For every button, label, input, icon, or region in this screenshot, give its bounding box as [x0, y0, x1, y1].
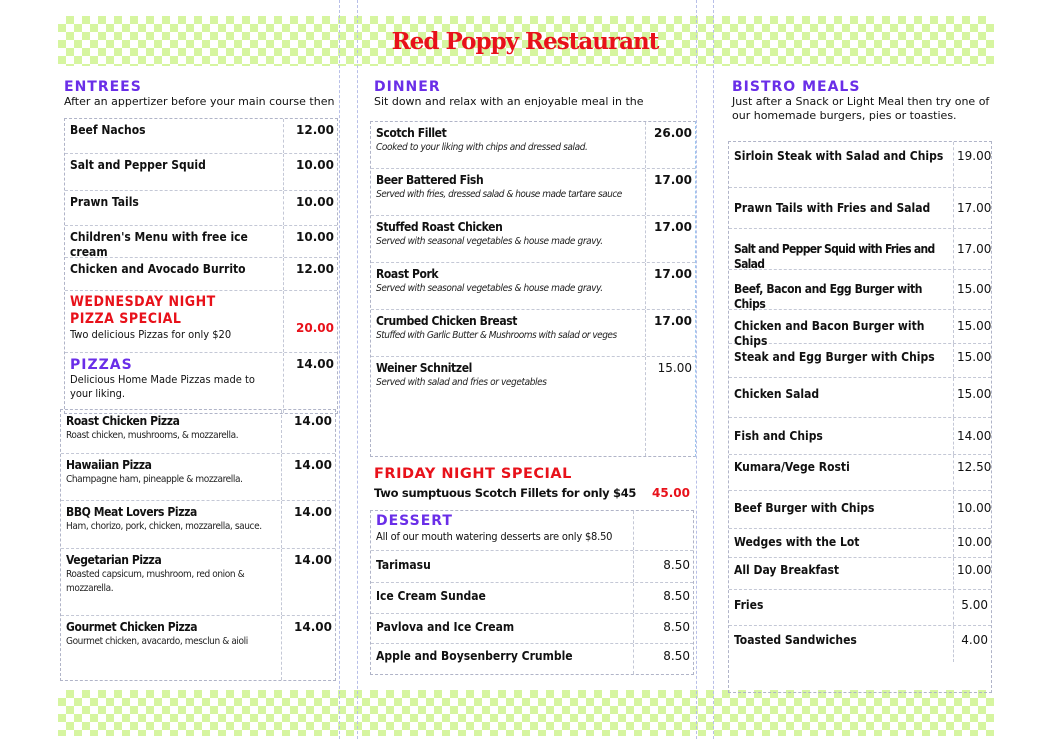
item-price: 14.00: [953, 418, 991, 454]
menu-row: [61, 501, 335, 549]
entrees-subtitle: After an appertizer before your main course then: [64, 95, 335, 108]
item-price: 15.00: [953, 378, 991, 417]
item-price: 26.00: [645, 122, 695, 168]
item-name: Hawaiian Pizza: [66, 458, 152, 472]
item-desc: Champagne ham, pineapple & mozzarella.: [66, 474, 243, 485]
pizzas-subtitle: Delicious Home Made Pizzas made to your liking.: [70, 373, 255, 400]
bistro-list: [728, 141, 992, 693]
item-name: Chicken Salad: [734, 387, 820, 401]
item-name: Kumara/Vege Rosti: [734, 460, 850, 474]
menu-row: [729, 529, 991, 558]
wednesday-heading-2: PIZZA SPECIAL: [70, 311, 182, 327]
dinner-subtitle: Sit down and relax with an enjoyable meal in the: [374, 95, 644, 108]
item-desc: Served with seasonal vegetables & house made gravy.: [376, 236, 603, 247]
fold-line-left-2: [357, 0, 358, 739]
item-name: Steak and Egg Burger with Chips: [734, 350, 935, 364]
item-price: 10.00: [953, 558, 991, 589]
item-price: 15.00: [645, 357, 695, 456]
menu-row: [729, 270, 991, 310]
item-name: Sirloin Steak with Salad and Chips: [734, 149, 944, 163]
dessert-header-row: [371, 511, 693, 551]
wednesday-special: [65, 291, 337, 353]
item-price: 5.00: [953, 590, 991, 625]
entrees-list: [64, 118, 338, 414]
friday-heading: FRIDAY NIGHT SPECIAL: [374, 466, 572, 482]
item-name: Apple and Boysenberry Crumble: [376, 649, 573, 663]
item-block: [371, 169, 645, 215]
item-name: Chicken and Avocado Burrito: [70, 262, 246, 276]
menu-row: [371, 614, 693, 644]
menu-row: [729, 310, 992, 348]
item-name: Beer Battered Fish: [376, 173, 484, 187]
item-price: 14.00: [281, 410, 335, 453]
item-price: 10.00: [953, 529, 991, 557]
dinner-heading: DINNER: [374, 79, 441, 95]
fold-line-right: [696, 0, 697, 739]
menu-row: [65, 119, 337, 154]
item-price: 14.00: [281, 501, 335, 548]
friday-special: [374, 466, 696, 500]
item-name: Toasted Sandwiches: [734, 633, 857, 647]
item-price: 15.00: [953, 344, 991, 377]
item-name: Beef, Bacon and Egg Burger with Chips: [734, 282, 923, 311]
item-price: 14.00: [281, 549, 335, 615]
item-price: 10.00: [953, 491, 991, 528]
item-name: Roast Chicken Pizza: [66, 414, 180, 428]
item-desc: Served with seasonal vegetables & house made gravy.: [376, 283, 603, 294]
item-price: 10.00: [283, 226, 337, 257]
item-price: 17.00: [645, 216, 695, 262]
item-name: Weiner Schnitzel: [376, 361, 472, 375]
menu-row: [729, 491, 991, 529]
item-name: Tarimasu: [376, 558, 431, 572]
item-block: [61, 454, 281, 500]
menu-row: [65, 226, 337, 258]
item-desc: Served with salad and fries or vegetables: [376, 377, 547, 388]
menu-row: [729, 418, 991, 455]
item-price: 17.00: [645, 310, 695, 356]
item-name: Crumbed Chicken Breast: [376, 314, 518, 328]
menu-row: [371, 216, 695, 263]
item-desc: Roast chicken, mushrooms, & mozzarella.: [66, 430, 239, 441]
item-desc: Gourmet chicken, avacardo, mesclun & aioli: [66, 636, 248, 647]
item-block: [61, 549, 281, 615]
menu-row: [729, 344, 991, 378]
entrees-heading: ENTREES: [64, 79, 142, 95]
item-block: [371, 357, 645, 456]
menu-row: [729, 626, 991, 662]
item-name: Vegetarian Pizza: [66, 553, 162, 567]
item-name: Children's Menu with free ice cream: [70, 230, 248, 259]
menu-row: [729, 188, 991, 229]
item-name: BBQ Meat Lovers Pizza: [66, 505, 197, 519]
friday-special-text: Two sumptuous Scotch Fillets for only $45: [374, 486, 637, 500]
checker-banner-bottom: [58, 690, 994, 736]
item-price: 8.50: [633, 644, 693, 674]
item-price: 8.50: [633, 551, 693, 582]
item-price: 10.00: [283, 191, 337, 225]
item-name: Prawn Tails with Fries and Salad: [734, 201, 931, 215]
item-price: 12.50: [953, 455, 991, 490]
bistro-heading: BISTRO MEALS: [732, 79, 861, 95]
menu-row: [729, 142, 991, 188]
menu-row: [729, 455, 991, 491]
item-price: 8.50: [633, 583, 693, 613]
item-name: Roast Pork: [376, 267, 439, 281]
item-price: 17.00: [645, 169, 695, 215]
item-desc: Ham, chorizo, pork, chicken, mozzarella, sauce.: [66, 521, 262, 532]
item-name: Beef Burger with Chips: [734, 501, 875, 515]
wednesday-special-text: Two delicious Pizzas for only $20: [70, 328, 232, 341]
wednesday-heading-1: WEDNESDAY NIGHT: [70, 294, 216, 310]
item-name: Prawn Tails: [70, 195, 139, 209]
item-name: Gourmet Chicken Pizza: [66, 620, 198, 634]
item-desc: Stuffed with Garlic Butter & Mushrooms with salad or veges: [376, 330, 617, 341]
item-name: Stuffed Roast Chicken: [376, 220, 503, 234]
pizzas-header-row: [65, 353, 337, 413]
item-price: 17.00: [645, 263, 695, 309]
item-block: [371, 263, 645, 309]
item-price: 8.50: [633, 614, 693, 643]
item-desc: Cooked to your liking with chips and dressed salad.: [376, 142, 588, 153]
menu-row: [371, 263, 695, 310]
bistro-subtitle: Just after a Snack or Light Meal then try one of our homemade burgers, pies or toasties.: [732, 95, 990, 122]
menu-row: [61, 410, 335, 454]
item-name: Fish and Chips: [734, 429, 823, 443]
restaurant-title: Red Poppy Restaurant: [391, 28, 659, 55]
fold-line-left: [339, 0, 340, 739]
dinner-section: [374, 79, 694, 109]
item-name: Wedges with the Lot: [734, 535, 860, 549]
menu-row: [371, 169, 695, 216]
menu-row: [61, 616, 335, 680]
menu-row: [371, 310, 695, 357]
menu-row: [61, 549, 335, 616]
item-desc: Served with fries, dressed salad & house made tartare sauce: [376, 189, 622, 200]
fold-line-right-2: [713, 0, 714, 739]
item-price: 15.00: [953, 270, 991, 309]
menu-row: [729, 378, 991, 418]
bistro-section: [732, 79, 992, 123]
dessert-heading: DESSERT: [376, 513, 453, 529]
menu-row: [371, 357, 695, 456]
item-name: Salt and Pepper Squid with Fries and Salad: [734, 242, 935, 271]
pizzas-header-block: [65, 353, 283, 413]
item-price: 4.00: [953, 626, 991, 662]
menu-row: [371, 644, 693, 674]
item-desc: Roasted capsicum, mushroom, red onion & mozzarella.: [66, 569, 245, 594]
dessert-header-block: [371, 511, 633, 550]
menu-row: [61, 454, 335, 501]
item-name: All Day Breakfast: [734, 563, 840, 577]
dessert-list: [370, 510, 694, 675]
item-block: [371, 216, 645, 262]
item-block: [371, 310, 645, 356]
item-name: Salt and Pepper Squid: [70, 158, 206, 172]
menu-row: [729, 590, 991, 626]
item-price: 15.00: [953, 310, 991, 343]
pizzas-heading: PIZZAS: [70, 357, 133, 373]
item-price: 19.00: [953, 142, 991, 187]
item-name: Ice Cream Sundae: [376, 589, 486, 603]
item-price: 17.00: [953, 188, 991, 228]
menu-row: [729, 558, 991, 590]
dessert-header-price-cell: [633, 511, 693, 550]
menu-row: [371, 122, 695, 169]
item-name: Fries: [734, 598, 764, 612]
pizzas-price: 14.00: [283, 353, 337, 413]
item-name: Pavlova and Ice Cream: [376, 620, 515, 634]
pizzas-list: [60, 409, 336, 681]
item-block: [61, 501, 281, 548]
item-name: Beef Nachos: [70, 123, 146, 137]
item-price: 17.00: [953, 229, 991, 269]
entrees-section: [64, 79, 338, 109]
item-block: [61, 410, 281, 453]
dessert-subtitle: All of our mouth watering desserts are only $8.50: [376, 530, 613, 543]
dinner-list: [370, 121, 696, 457]
item-price: 10.00: [283, 154, 337, 190]
wednesday-special-text-block: [65, 291, 283, 352]
menu-row: [371, 583, 693, 614]
item-block: [371, 122, 645, 168]
menu-row: [65, 258, 337, 291]
wednesday-special-price: 20.00: [283, 291, 337, 352]
menu-row: [65, 191, 337, 226]
item-name: Chicken and Bacon Burger with Chips: [734, 319, 925, 348]
menu-row: [729, 229, 991, 270]
item-price: 12.00: [283, 258, 337, 290]
item-block: [61, 616, 281, 680]
item-price: 14.00: [281, 616, 335, 680]
item-name: Scotch Fillet: [376, 126, 447, 140]
menu-row: [65, 154, 337, 191]
item-price: 12.00: [283, 119, 337, 153]
item-price: 14.00: [281, 454, 335, 500]
friday-special-price: 45.00: [652, 486, 690, 500]
menu-row: [371, 551, 693, 583]
